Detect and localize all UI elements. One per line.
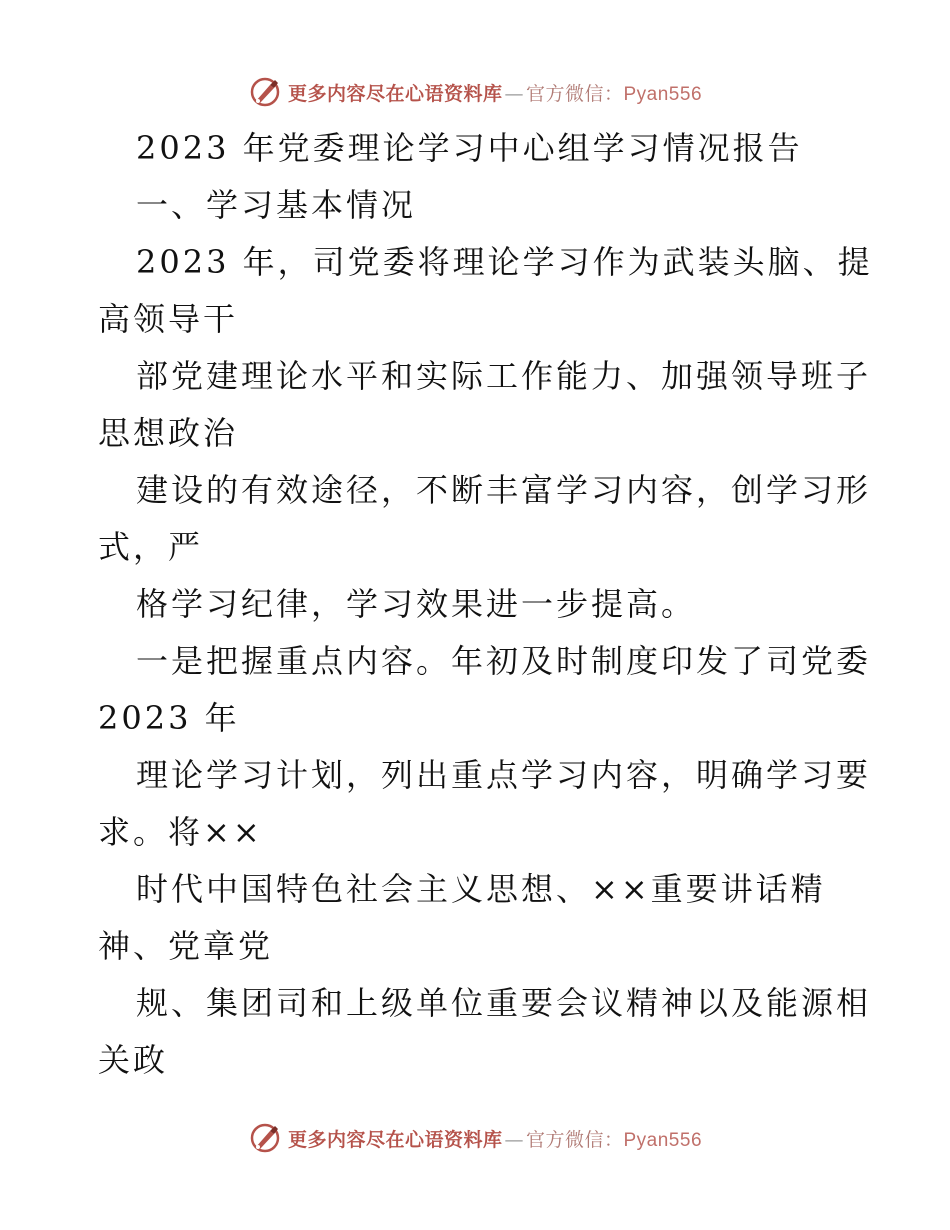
text-line: 式，严	[98, 528, 204, 566]
pen-logo-icon	[248, 75, 282, 109]
text-line: 建设的有效途径，不断丰富学习内容，创学习形	[136, 471, 872, 509]
watermark-id: Pyan556	[623, 1129, 703, 1151]
text-line: 高领导干	[98, 300, 239, 338]
watermark-sub: 官方微信：	[525, 82, 624, 105]
text-line: 理论学习计划，列出重点学习内容，明确学习要	[136, 756, 872, 794]
text-line: 求。将××	[98, 813, 263, 851]
text-line: 部党建理论水平和实际工作能力、加强领导班子	[136, 357, 872, 395]
text-line: 2023 年党委理论学习中心组学习情况报告	[136, 129, 803, 167]
watermark-id: Pyan556	[623, 83, 703, 105]
text-line: 关政	[98, 1041, 169, 1079]
text-line: 2023 年	[98, 699, 240, 737]
document-body	[98, 120, 873, 1089]
text-line: 2023 年，司党委将理论学习作为武装头脑、提	[136, 243, 873, 281]
text-line: 思想政治	[98, 414, 239, 452]
text-line: 时代中国特色社会主义思想、××重要讲话精	[136, 870, 826, 908]
text-line: 神、党章党	[98, 927, 274, 965]
watermark-sub: 官方微信：	[525, 1128, 624, 1151]
watermark-separator: —	[504, 82, 524, 105]
text-line: 一、学习基本情况	[136, 186, 417, 224]
footer-watermark	[0, 1118, 950, 1158]
text-line: 规、集团司和上级单位重要会议精神以及能源相	[136, 984, 872, 1022]
header-watermark	[0, 72, 950, 112]
text-line: 一是把握重点内容。年初及时制度印发了司党委	[136, 642, 872, 680]
watermark-separator: —	[504, 1128, 524, 1151]
watermark-main: 更多内容尽在心语资料库	[287, 1128, 503, 1151]
pen-logo-icon	[248, 1121, 282, 1155]
watermark-main: 更多内容尽在心语资料库	[287, 82, 503, 105]
watermark-text	[288, 1125, 702, 1152]
text-line: 格学习纪律，学习效果进一步提高。	[136, 585, 697, 623]
watermark-text	[288, 79, 702, 106]
